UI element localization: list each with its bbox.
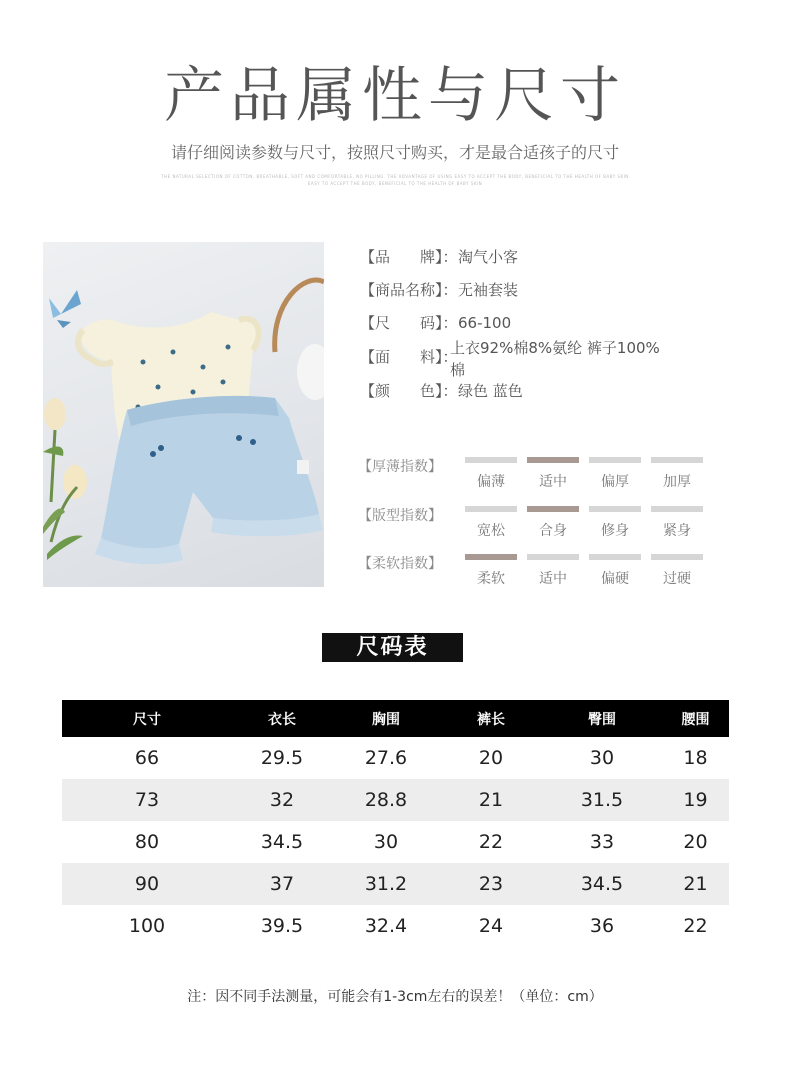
attribute-label: 【面 料】：	[360, 348, 458, 366]
table-cell: 20	[478, 747, 504, 769]
index-option-label: 紧身	[663, 523, 691, 539]
index-option	[465, 457, 517, 491]
attribute-label: 【颜 色】：	[360, 382, 458, 400]
table-cell: 21	[478, 789, 504, 811]
index-bar	[651, 506, 703, 512]
column-header: 胸围	[372, 711, 400, 728]
index-option	[527, 457, 579, 491]
table-cell: 18	[683, 747, 708, 769]
table-cell: 27.6	[364, 747, 408, 769]
index-option	[589, 457, 641, 491]
attribute-label: 【品 牌】：	[360, 248, 458, 266]
index-option-label: 偏薄	[477, 474, 505, 490]
index-bar	[465, 506, 517, 512]
index-option-label: 适中	[539, 571, 567, 587]
table-cell: 100	[128, 915, 166, 937]
table-body	[62, 737, 729, 947]
product-illustration	[43, 242, 324, 587]
attribute-row	[360, 380, 682, 402]
attribute-row	[360, 312, 682, 334]
index-bar	[527, 554, 579, 560]
table-cell: 31.2	[364, 873, 408, 895]
table-row	[62, 821, 729, 863]
table-cell: 34.5	[580, 873, 624, 895]
attribute-row	[360, 246, 682, 268]
table-row	[62, 779, 729, 821]
index-option	[465, 506, 517, 540]
table-cell: 22	[478, 831, 504, 853]
index-bar-selected	[527, 457, 579, 463]
table-cell: 31.5	[580, 789, 624, 811]
index-option-label: 合身	[539, 523, 567, 539]
table-cell: 28.8	[364, 789, 408, 811]
table-cell: 30	[373, 831, 399, 853]
attribute-value: 无袖套装	[458, 281, 519, 299]
table-header-row	[62, 700, 729, 737]
table-cell: 33	[589, 831, 615, 853]
table-row	[62, 863, 729, 905]
attribute-value: 66-100	[458, 314, 512, 332]
table-cell: 36	[589, 915, 615, 937]
fine-print-line: THE NATURAL SELECTION OF COTTON, BREATHABLE, SOFT AND COMFORTABLE, NO PILLING. THE ADVANTAGE OF USING EASY TO ACCEPT THE BODY, BENEFICIAL TO THE HEALTH OF BABY SKIN	[161, 174, 629, 179]
index-option-label: 修身	[601, 523, 629, 539]
column-header: 裤长	[477, 711, 505, 728]
index-option-label: 柔软	[477, 571, 505, 587]
measurement-note: 注：因不同手法测量，可能会有1-3cm左右的误差！（单位：cm）	[187, 989, 603, 1005]
index-bar	[651, 554, 703, 560]
product-photo	[43, 242, 324, 587]
index-bar	[589, 506, 641, 512]
index-option-label: 过硬	[663, 571, 691, 587]
index-option	[527, 554, 579, 588]
index-option-label: 宽松	[477, 523, 505, 539]
table-cell: 32	[269, 789, 295, 811]
index-label: 【厚薄指数】	[358, 459, 442, 475]
table-cell: 20	[683, 831, 708, 853]
table-cell: 37	[269, 873, 295, 895]
table-cell: 21	[683, 873, 708, 895]
index-option-label: 偏厚	[601, 474, 629, 490]
column-header: 尺寸	[133, 711, 161, 728]
index-option	[651, 506, 703, 540]
page-subtitle: 请仔细阅读参数与尺寸，按照尺寸购买，才是最合适孩子的尺寸	[170, 143, 619, 162]
index-option	[527, 506, 579, 540]
index-bar	[651, 457, 703, 463]
index-option-label: 加厚	[663, 474, 691, 490]
table-cell: 39.5	[260, 915, 304, 937]
attribute-value: 上衣92%棉8%氨纶 裤子100%棉	[450, 339, 660, 379]
table-cell: 32.4	[364, 915, 408, 937]
table-cell: 30	[589, 747, 615, 769]
table-cell: 19	[683, 789, 708, 811]
table-cell: 80	[134, 831, 160, 853]
size-table	[62, 700, 729, 947]
size-chart-title: 尺码表	[322, 633, 463, 662]
index-option-label: 偏硬	[601, 571, 629, 587]
table-cell: 90	[134, 873, 160, 895]
table-cell: 73	[134, 789, 160, 811]
table-cell: 34.5	[260, 831, 304, 853]
attribute-label: 【商品名称】：	[360, 281, 458, 299]
table-row	[62, 905, 729, 947]
index-option	[651, 554, 703, 588]
table-cell: 29.5	[260, 747, 304, 769]
page-title: 产品属性与尺寸	[164, 61, 626, 131]
index-option	[465, 554, 517, 588]
shorts-illustration	[95, 396, 323, 564]
column-header: 衣长	[268, 711, 296, 728]
attribute-row	[360, 279, 682, 301]
index-bar	[589, 457, 641, 463]
index-option-label: 适中	[539, 474, 567, 490]
index-label: 【版型指数】	[358, 508, 442, 524]
index-bar-selected	[465, 554, 517, 560]
index-label: 【柔软指数】	[358, 556, 442, 572]
index-bar-selected	[527, 506, 579, 512]
attribute-label: 【尺 码】：	[360, 314, 458, 332]
table-cell: 23	[478, 873, 504, 895]
index-bar	[465, 457, 517, 463]
index-option	[651, 457, 703, 491]
attribute-row	[360, 339, 674, 381]
fine-print-line: EASY TO ACCEPT THE BODY, BENEFICIAL TO THE HEALTH OF BABY SKIN	[307, 181, 483, 186]
column-header: 腰围	[681, 711, 710, 728]
attribute-value: 淘气小客	[458, 248, 519, 266]
index-option	[589, 506, 641, 540]
column-header: 臀围	[588, 711, 616, 728]
attribute-value: 绿色 蓝色	[458, 382, 523, 400]
index-bar	[589, 554, 641, 560]
table-row	[62, 737, 729, 779]
table-cell: 24	[478, 915, 504, 937]
index-option	[589, 554, 641, 588]
table-cell: 66	[134, 747, 160, 769]
butterfly-decoration	[49, 290, 81, 328]
table-cell: 22	[683, 915, 708, 937]
